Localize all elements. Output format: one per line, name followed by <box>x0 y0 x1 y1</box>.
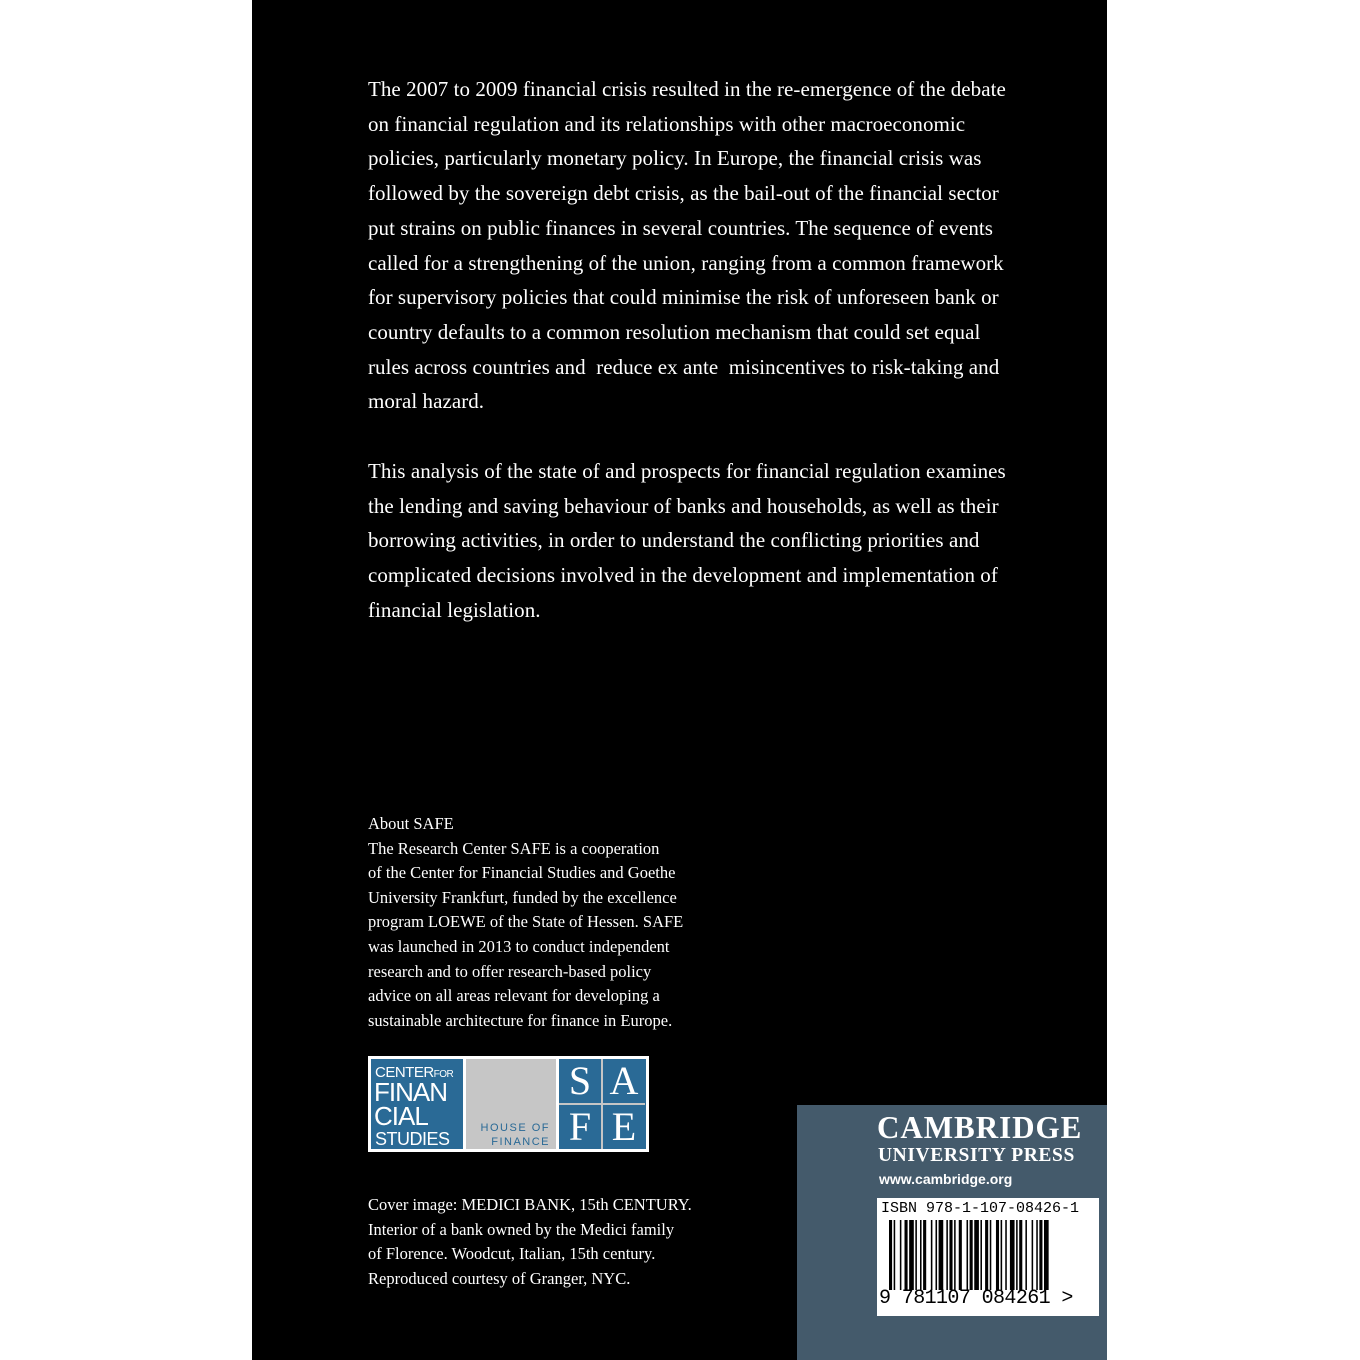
safe-logo-letter: F <box>559 1105 603 1149</box>
barcode-bars <box>889 1220 1089 1290</box>
about-line: University Frankfurt, funded by the excellence <box>368 887 677 907</box>
barcode-bar <box>1032 1220 1034 1290</box>
about-heading: About SAFE <box>368 814 454 833</box>
blurb-line: policies, particularly monetary policy. In Europe, the financial crisis was <box>368 146 982 171</box>
barcode-bar <box>1019 1220 1022 1290</box>
blurb-line: for supervisory policies that could minimise the risk of unforeseen bank or <box>368 285 999 310</box>
barcode-bar <box>959 1220 962 1290</box>
barcode-bar <box>900 1220 902 1290</box>
credit-line: of Florence. Woodcut, Italian, 15th century. <box>368 1244 656 1264</box>
barcode-bar <box>946 1220 948 1290</box>
barcode-digits: 9 781107 084261 > <box>879 1287 1073 1310</box>
barcode-bar <box>980 1220 982 1290</box>
barcode-bar <box>949 1220 952 1290</box>
barcode-bar <box>923 1220 926 1290</box>
isbn-barcode <box>877 1198 1099 1316</box>
safe-logo-letter: E <box>611 1104 637 1149</box>
blurb-line: country defaults to a common resolution mechanism that could set equal <box>368 319 981 344</box>
blurb-paragraph-1 <box>368 72 1058 419</box>
barcode-bar <box>990 1220 992 1290</box>
barcode-bar <box>1039 1220 1042 1290</box>
about-line: was launched in 2013 to conduct independent <box>368 936 670 956</box>
blurb-line: borrowing activities, in order to understand the conflicting priorities and <box>368 528 980 553</box>
cfs-logo-line: CIAL <box>374 1101 428 1131</box>
barcode-bar <box>909 1220 914 1290</box>
about-line: sustainable architecture for finance in Europe. <box>368 1010 673 1030</box>
blurb-line: rules across countries and reduce ex ante misincentives to risk-taking and <box>368 354 1000 379</box>
credit-line: Cover image: MEDICI BANK, 15th CENTURY. <box>368 1195 692 1214</box>
barcode-bar <box>889 1220 892 1290</box>
house-of-finance-logo <box>466 1059 556 1149</box>
barcode-bar <box>905 1220 908 1290</box>
about-line: research and to offer research-based policy <box>368 961 652 981</box>
barcode-bar <box>1005 1220 1007 1290</box>
about-line: The Research Center SAFE is a cooperation <box>368 838 660 858</box>
hof-logo-line: FINANCE <box>491 1136 550 1148</box>
blurb-paragraph-2 <box>368 454 1058 628</box>
blurb-line: moral hazard. <box>368 389 485 414</box>
safe-logo <box>559 1059 646 1149</box>
barcode-bar <box>931 1220 933 1290</box>
publisher-press: UNIVERSITY PRESS <box>878 1145 1075 1166</box>
barcode-bar <box>1016 1220 1018 1290</box>
credit-line: Interior of a bank owned by the Medici family <box>368 1219 675 1239</box>
blurb-line: put strains on public finances in several countries. The sequence of events <box>368 215 994 240</box>
isbn-label: ISBN 978-1-107-08426-1 <box>881 1200 1080 1217</box>
barcode-bar <box>1025 1220 1027 1290</box>
cfs-logo-text: FOR <box>433 1069 454 1080</box>
barcode-bar <box>936 1220 938 1290</box>
cover-image-credit <box>368 1193 692 1291</box>
barcode-bar <box>1001 1220 1003 1290</box>
barcode-bar <box>967 1220 969 1290</box>
cfs-logo-line: FINAN <box>374 1077 447 1107</box>
blurb-line: called for a strengthening of the union, ranging from a common framework <box>368 250 1004 275</box>
blurb-line: The 2007 to 2009 financial crisis resulted in the re-emergence of the debate <box>368 77 1006 101</box>
hof-logo-line: HOUSE OF <box>480 1122 550 1134</box>
about-line: of the Center for Financial Studies and Goethe <box>368 863 676 883</box>
barcode-bar <box>939 1220 944 1290</box>
blurb-line: This analysis of the state of and prospects for financial regulation examines <box>368 459 1006 483</box>
blurb-line: complicated decisions involved in the development and implementation of <box>368 563 998 588</box>
barcode-bar <box>996 1220 999 1290</box>
barcode-bar <box>974 1220 979 1290</box>
publisher-name: CAMBRIDGE <box>877 1109 1083 1145</box>
barcode-bar <box>985 1220 988 1290</box>
about-line: program LOEWE of the State of Hessen. SAFE <box>368 912 684 932</box>
barcode-bar <box>894 1220 896 1290</box>
barcode-bar <box>954 1220 956 1290</box>
safe-logo-letter: A <box>603 1059 645 1105</box>
about-safe-section <box>368 812 683 1033</box>
blurb-line: financial legislation. <box>368 597 541 622</box>
barcode-bar <box>920 1220 922 1290</box>
credit-line: Reproduced courtesy of Granger, NYC. <box>368 1268 631 1288</box>
barcode-bar <box>1010 1220 1015 1290</box>
blurb-line: on financial regulation and its relationships with other macroeconomic <box>368 111 966 136</box>
about-line: advice on all areas relevant for developing a <box>368 986 660 1006</box>
publisher-url: www.cambridge.org <box>879 1171 1013 1187</box>
barcode-bar <box>970 1220 973 1290</box>
barcode-bar <box>1036 1220 1038 1290</box>
barcode-bar <box>1044 1220 1049 1290</box>
center-for-financial-studies-logo <box>371 1059 463 1149</box>
cfs-logo-line: STUDIES <box>375 1129 450 1149</box>
blurb-line: the lending and saving behaviour of banks and households, as well as their <box>368 493 999 518</box>
cfs-logo-text: CENTER <box>375 1064 434 1081</box>
safe-logo-letter: S <box>559 1059 603 1105</box>
blurb-line: followed by the sovereign debt crisis, as the bail-out of the financial sector <box>368 181 999 206</box>
publisher-block <box>797 1105 1107 1360</box>
barcode-bar <box>915 1220 917 1290</box>
partner-logos <box>368 1056 649 1152</box>
